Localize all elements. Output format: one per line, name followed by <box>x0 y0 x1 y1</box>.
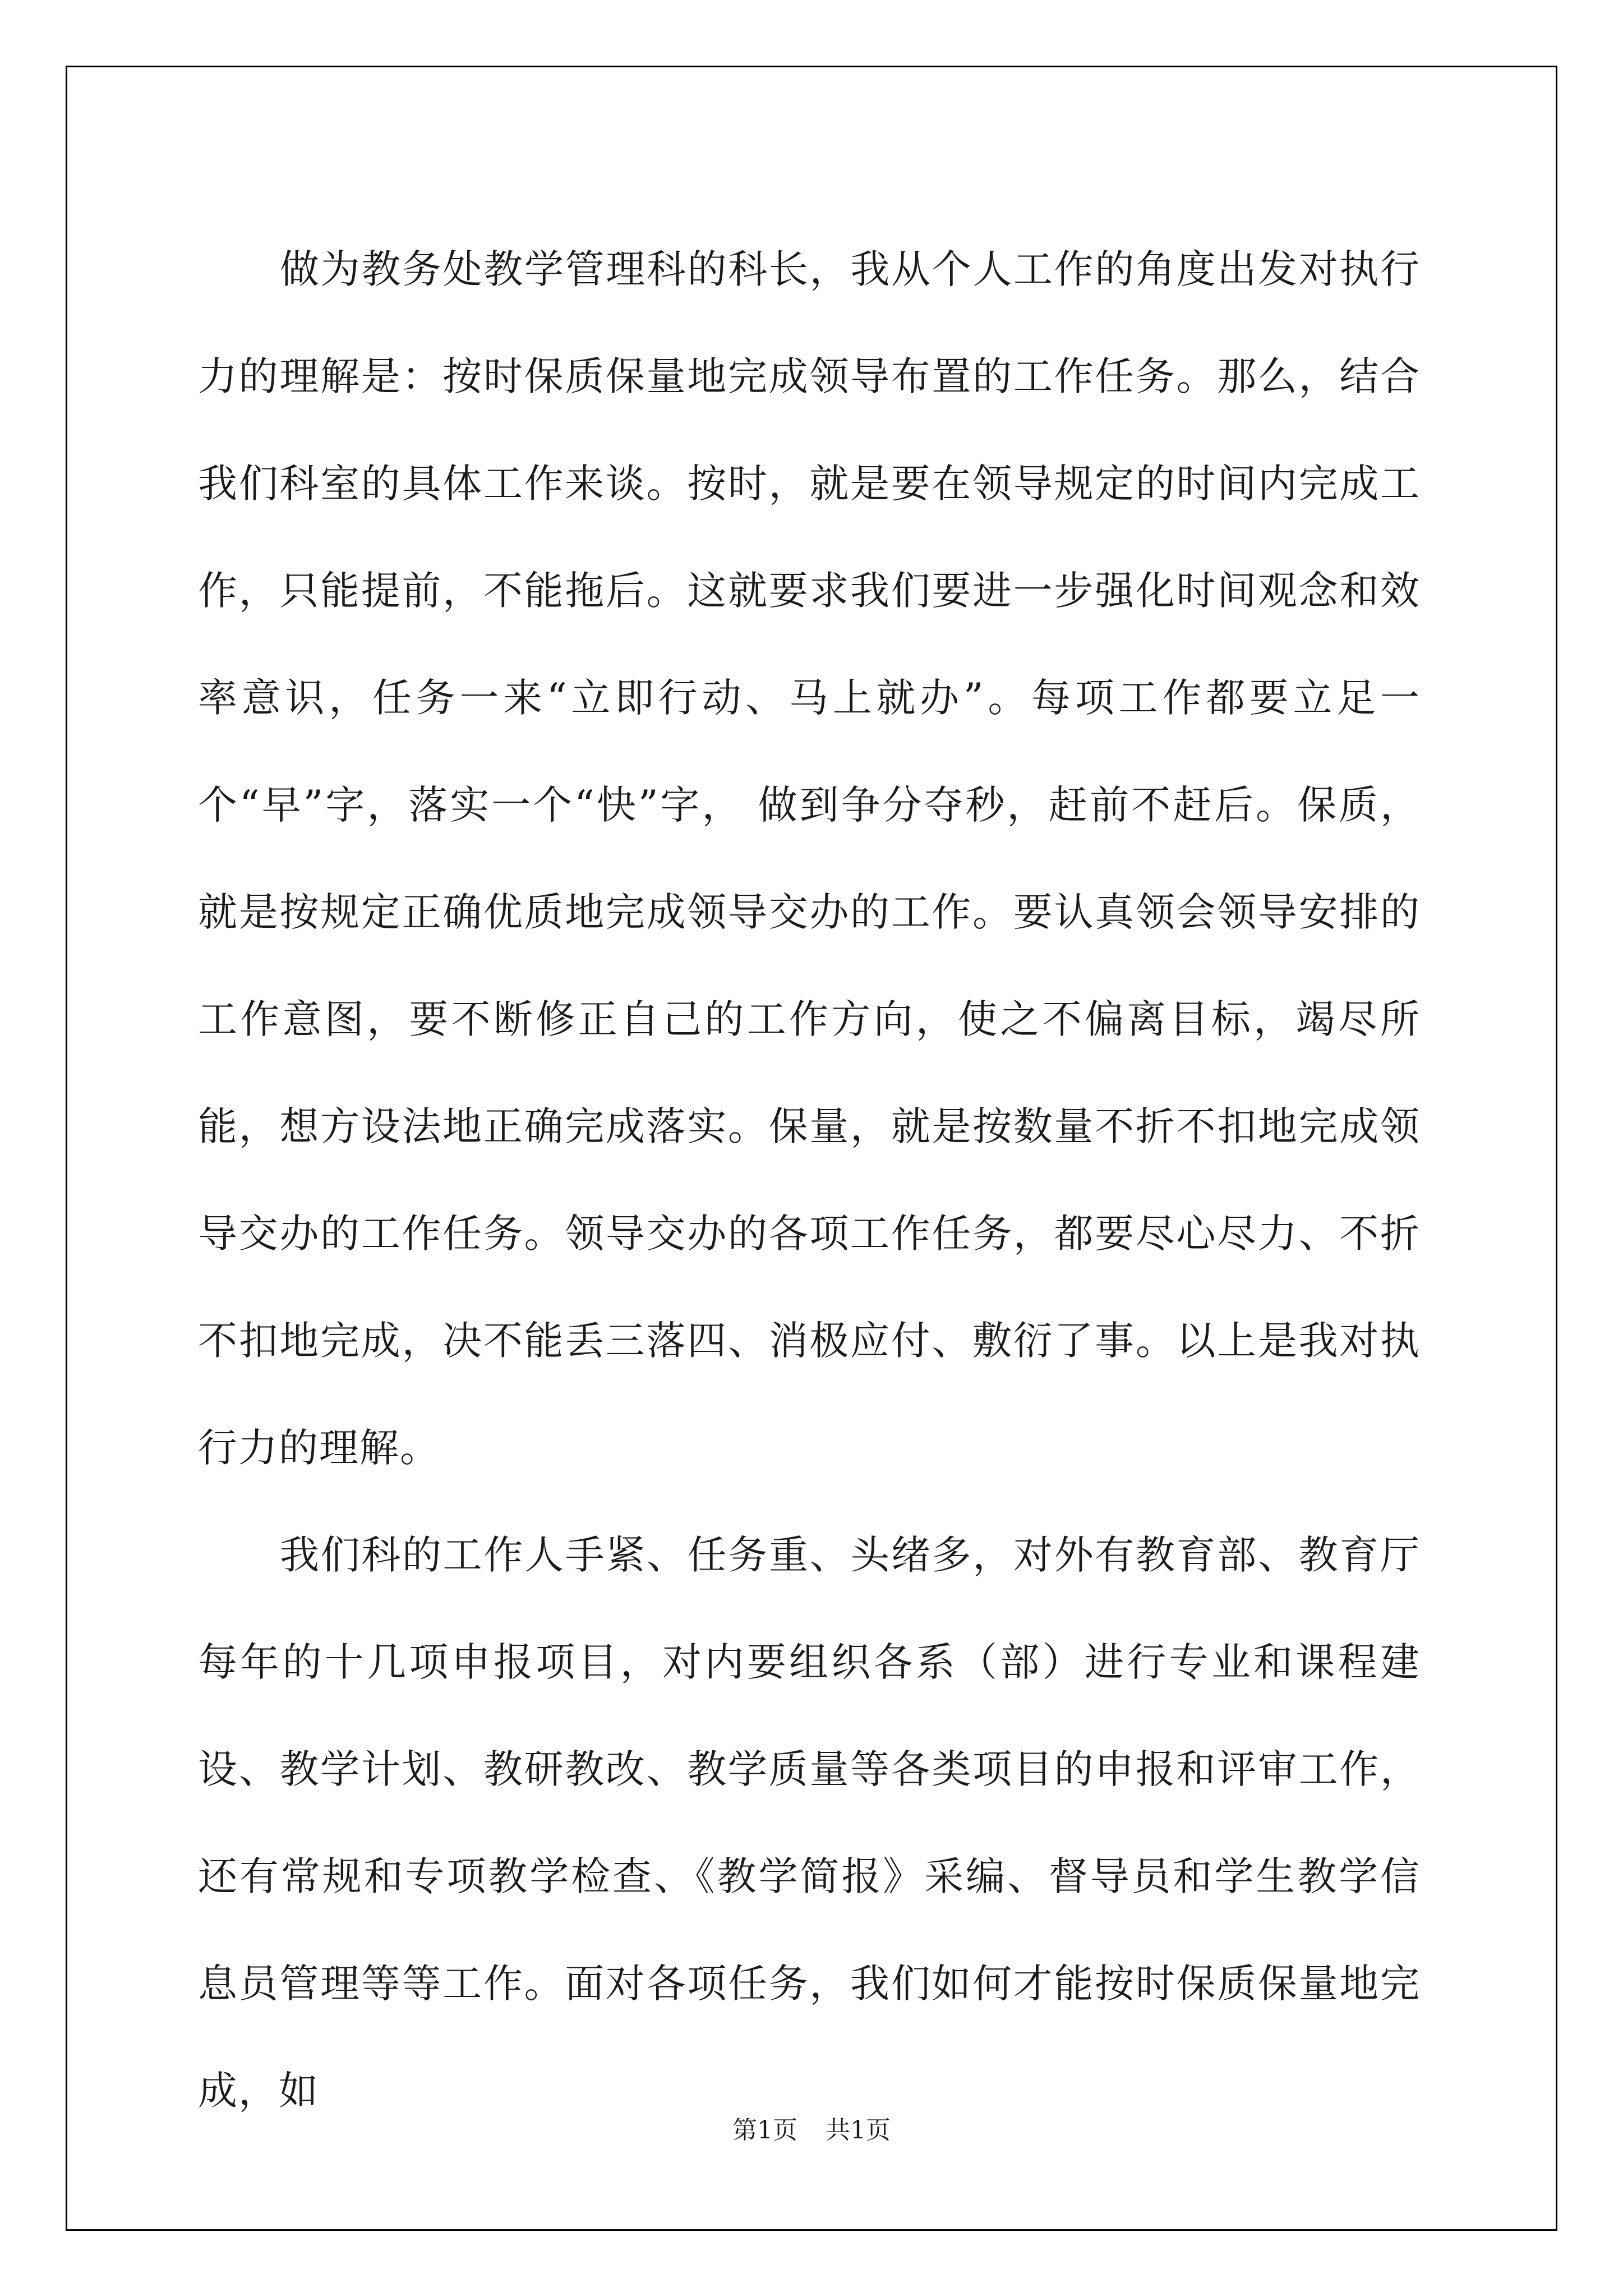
paragraph-1: 做为教务处教学管理科的科长，我从个人工作的角度出发对执行力的理解是：按时保质保量地完成领导布置的工作任务。那么，结合我们科室的具体工作来谈。按时，就是要在领导规定的时间内完成工作，只能提前，不能拖后。这就要求我们要进一步强化时间观念和效率意识，任务一来“立即行动、马上就办”。每项工作都要立足一个“早”字，落实一个“快”字， 做到争分夺秒，赶前不赶后。保质，就是按规定正确优质地完成领导交办的工作。要认真领会领导安排的工作意图，要不断修正自己的工作方向，使之不偏离目标，竭尽所能，想方设法地正确完成落实。保量，就是按数量不折不扣地完成领导交办的工作任务。领导交办的各项工作任务，都要尽心尽力、不折不扣地完成，决不能丢三落四、消极应付、敷衍了事。以上是我对执行力的理解。 <box>198 246 1421 1471</box>
page-footer <box>0 2114 1623 2147</box>
document-body <box>198 216 1421 2145</box>
page-number: 第1页 <box>732 2116 797 2145</box>
paragraph-2: 我们科的工作人手紧、任务重、头绪多，对外有教育部、教育厅每年的十几项申报项目，对内要组织各系（部）进行专业和课程建设、教学计划、教研教改、教学质量等各类项目的申报和评审工作，还有常规和专项教学检查、《教学简报》采编、督导员和学生教学信息员管理等等工作。面对各项任务，我们如何才能按时保质保量地完成，如 <box>198 1532 1421 2114</box>
page-total: 共1页 <box>826 2116 891 2145</box>
